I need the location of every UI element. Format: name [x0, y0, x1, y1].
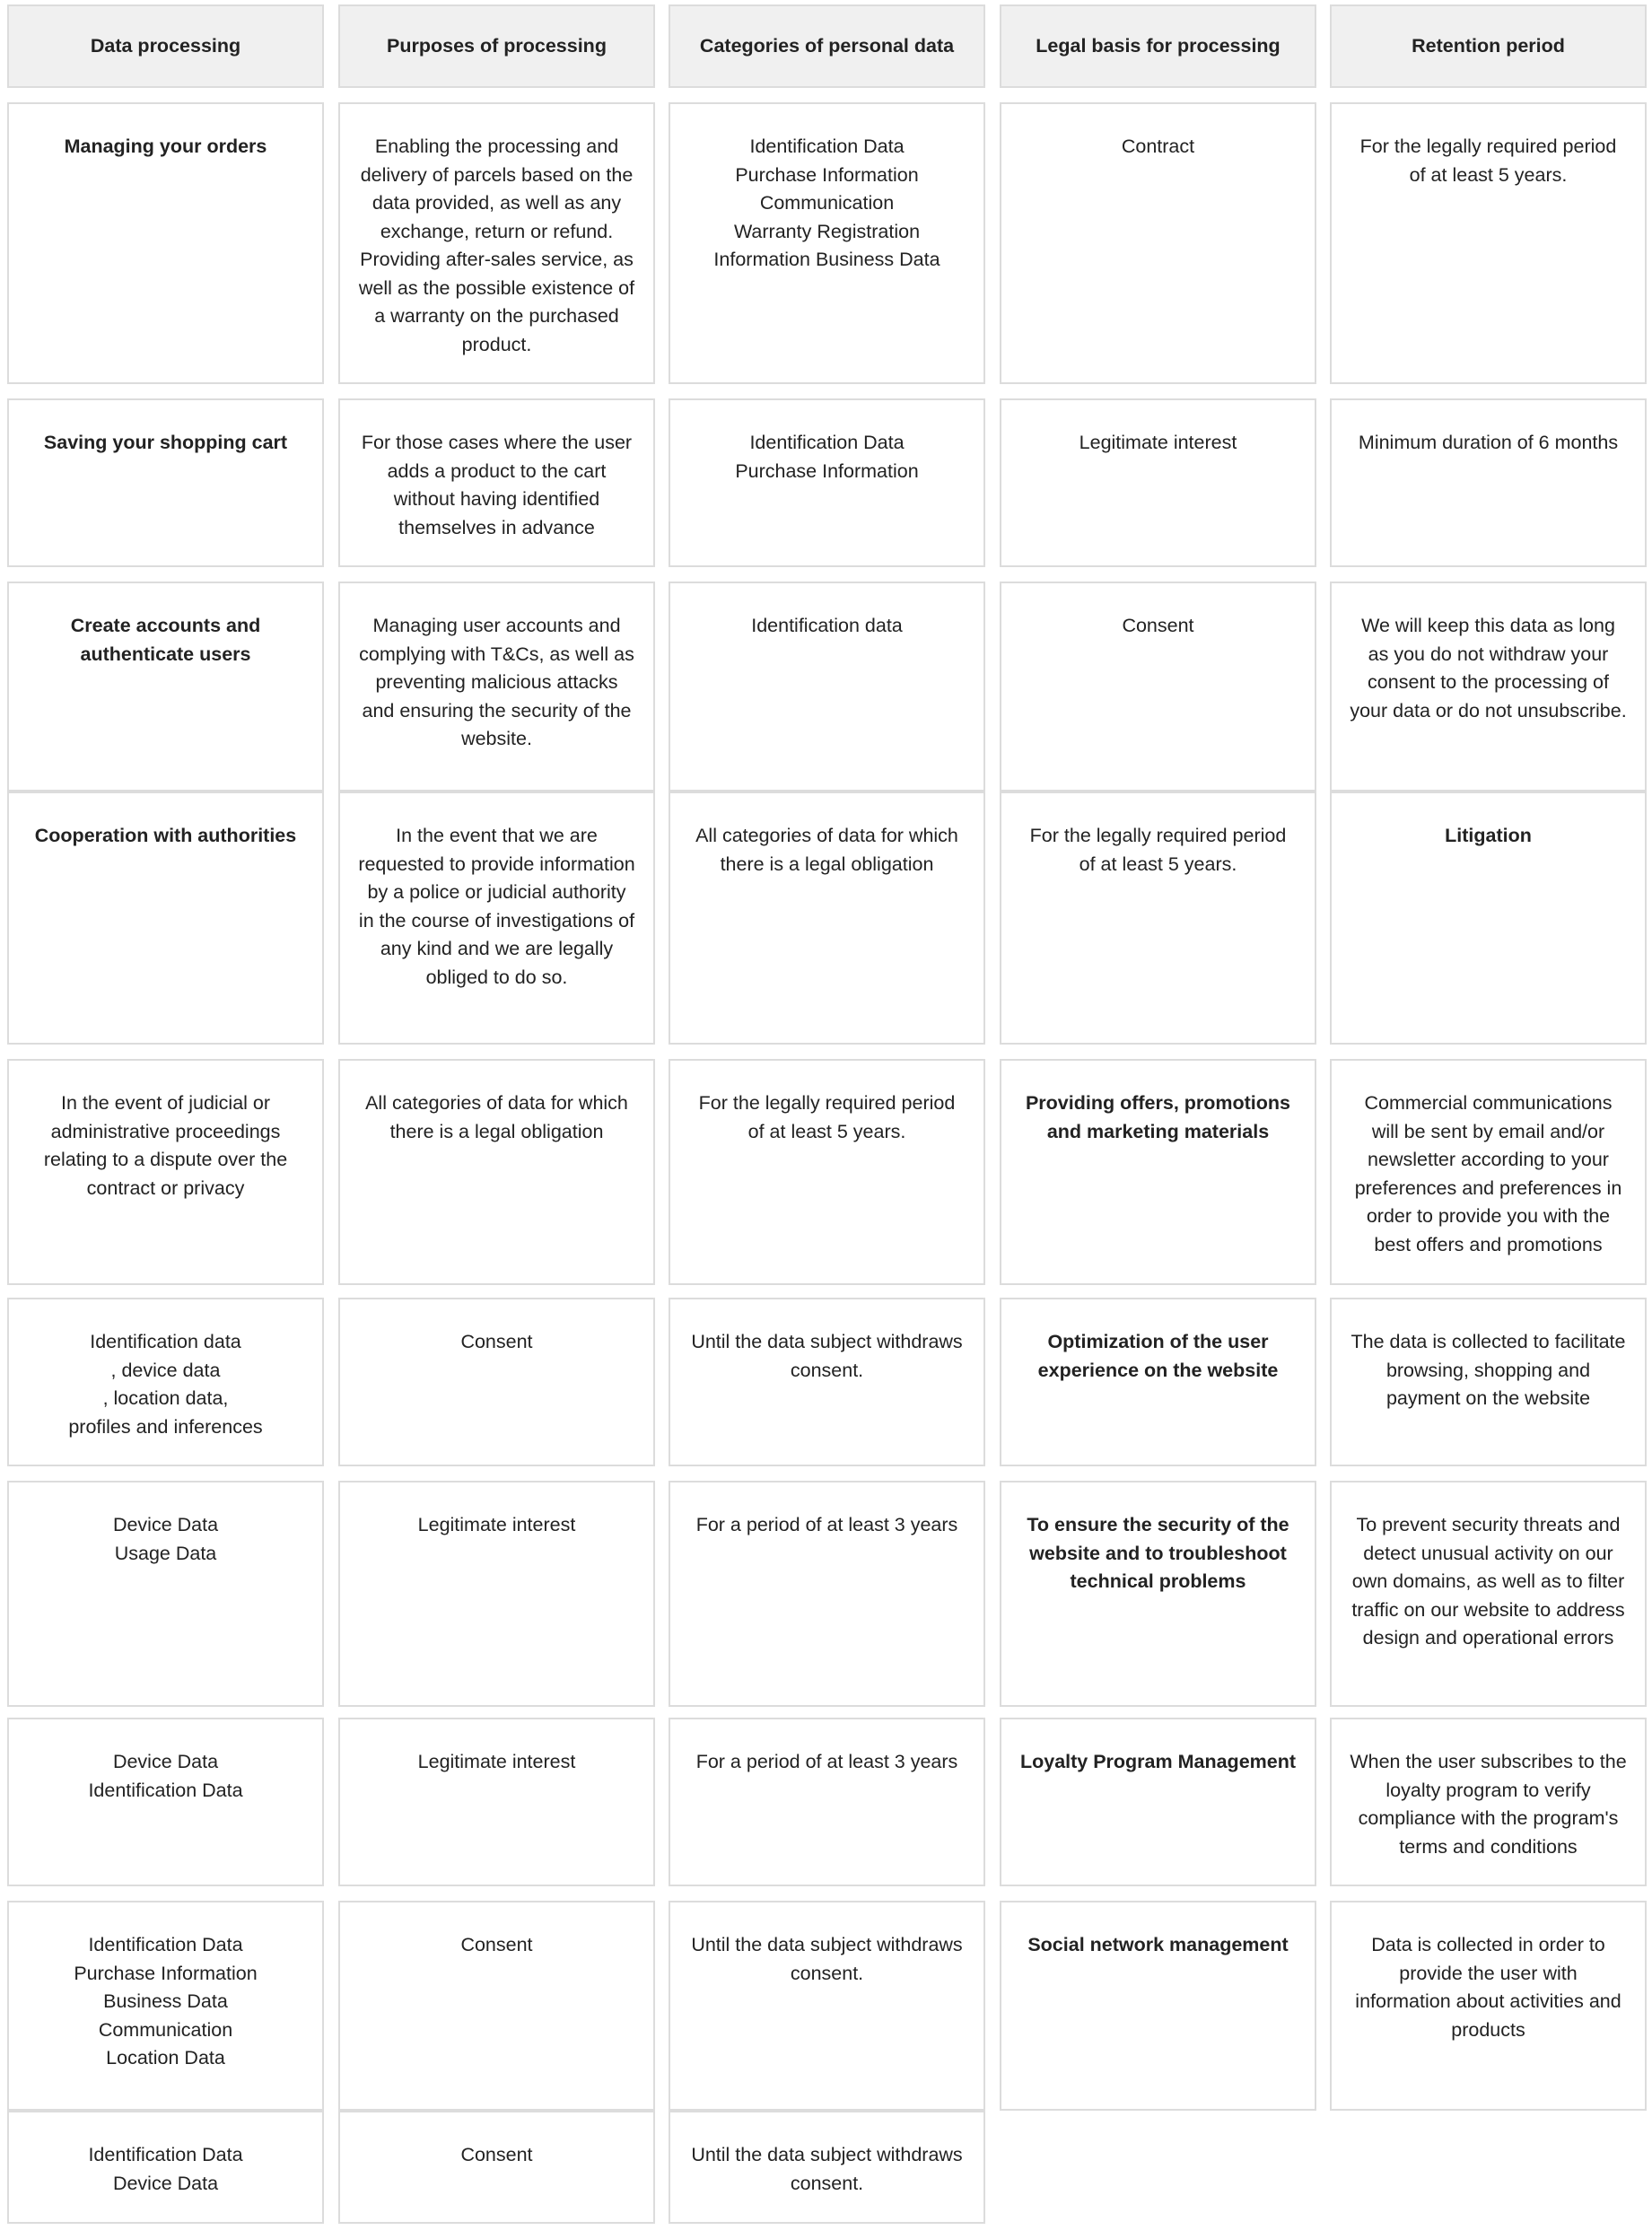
table-cell: Litigation: [1330, 792, 1647, 1045]
table-cell: To prevent security threats and detect unusual activity on our own domains, as well as to filter traffic on our website to address design and operational errors: [1330, 1481, 1647, 1707]
table-cell: Consent: [338, 2111, 655, 2224]
table-cell: Optimization of the user experience on the website: [1000, 1298, 1316, 1466]
table-cell: All categories of data for which there is a legal obligation: [338, 1059, 655, 1285]
table-cell: Data is collected in order to provide the user with information about activities and products: [1330, 1901, 1647, 2111]
table-cell: For a period of at least 3 years: [669, 1718, 985, 1886]
table-cell: To ensure the security of the website and to troubleshoot technical problems: [1000, 1481, 1316, 1707]
table-cell: Legitimate interest: [338, 1481, 655, 1707]
table-cell: When the user subscribes to the loyalty program to verify compliance with the program's terms and conditions: [1330, 1718, 1647, 1886]
table-cell: Identification data , device data , location data, profiles and inferences: [7, 1298, 324, 1466]
table-cell: Managing your orders: [7, 102, 324, 384]
table-cell: For the legally required period of at least 5 years.: [669, 1059, 985, 1285]
table-cell: For the legally required period of at least 5 years.: [1000, 792, 1316, 1045]
table-cell: In the event of judicial or administrative proceedings relating to a dispute over the contract or privacy: [7, 1059, 324, 1285]
table-cell: In the event that we are requested to provide information by a police or judicial authority in the course of investigations of any kind and we are legally obliged to do so.: [338, 792, 655, 1045]
table-cell: Managing user accounts and complying with T&Cs, as well as preventing malicious attacks and ensuring the security of the website.: [338, 582, 655, 792]
table-cell: Providing offers, promotions and marketing materials: [1000, 1059, 1316, 1285]
column-header-purposes-of-processing: Purposes of processing: [338, 4, 655, 88]
table-cell: Identification Data Device Data: [7, 2111, 324, 2224]
table-cell: Saving your shopping cart: [7, 398, 324, 567]
table-cell: Legitimate interest: [338, 1718, 655, 1886]
table-cell: Identification Data Purchase Information Communication Warranty Registration Information Business Data: [669, 102, 985, 384]
column-header-legal-basis-for-processing: Legal basis for processing: [1000, 4, 1316, 88]
table-cell: For a period of at least 3 years: [669, 1481, 985, 1707]
table-cell: All categories of data for which there is a legal obligation: [669, 792, 985, 1045]
table-cell: Social network management: [1000, 1901, 1316, 2111]
table-cell: Until the data subject withdraws consent.: [669, 1298, 985, 1466]
table-cell: Device Data Usage Data: [7, 1481, 324, 1707]
table-cell: Consent: [1000, 582, 1316, 792]
table-cell: Legitimate interest: [1000, 398, 1316, 567]
table-cell: Until the data subject withdraws consent.: [669, 1901, 985, 2111]
table-cell: The data is collected to facilitate browsing, shopping and payment on the website: [1330, 1298, 1647, 1466]
table-cell: Identification Data Purchase Information: [669, 398, 985, 567]
table-cell: For the legally required period of at least 5 years.: [1330, 102, 1647, 384]
table-cell: Identification data: [669, 582, 985, 792]
table-cell: Identification Data Purchase Information Business Data Communication Location Data: [7, 1901, 324, 2111]
table-cell: Enabling the processing and delivery of parcels based on the data provided, as well as any exchange, return or refund. Providing after-sales service, as well as the possible existence of a warranty on the purchased product.: [338, 102, 655, 384]
column-header-data-processing: Data processing: [7, 4, 324, 88]
table-cell: Minimum duration of 6 months: [1330, 398, 1647, 567]
column-header-retention-period: Retention period: [1330, 4, 1647, 88]
table-cell: Loyalty Program Management: [1000, 1718, 1316, 1886]
table-cell: Device Data Identification Data: [7, 1718, 324, 1886]
table-cell: Consent: [338, 1298, 655, 1466]
column-header-categories-of-personal-data: Categories of personal data: [669, 4, 985, 88]
table-cell: Contract: [1000, 102, 1316, 384]
table-cell: We will keep this data as long as you do not withdraw your consent to the processing of your data or do not unsubscribe.: [1330, 582, 1647, 792]
table-cell: Until the data subject withdraws consent.: [669, 2111, 985, 2224]
table-cell: For those cases where the user adds a product to the cart without having identified themselves in advance: [338, 398, 655, 567]
table-cell: Consent: [338, 1901, 655, 2111]
table-cell: Create accounts and authenticate users: [7, 582, 324, 792]
table-cell: Commercial communications will be sent by email and/or newsletter according to your preferences and preferences in order to provide you with the best offers and promotions: [1330, 1059, 1647, 1285]
table-cell: Cooperation with authorities: [7, 792, 324, 1045]
